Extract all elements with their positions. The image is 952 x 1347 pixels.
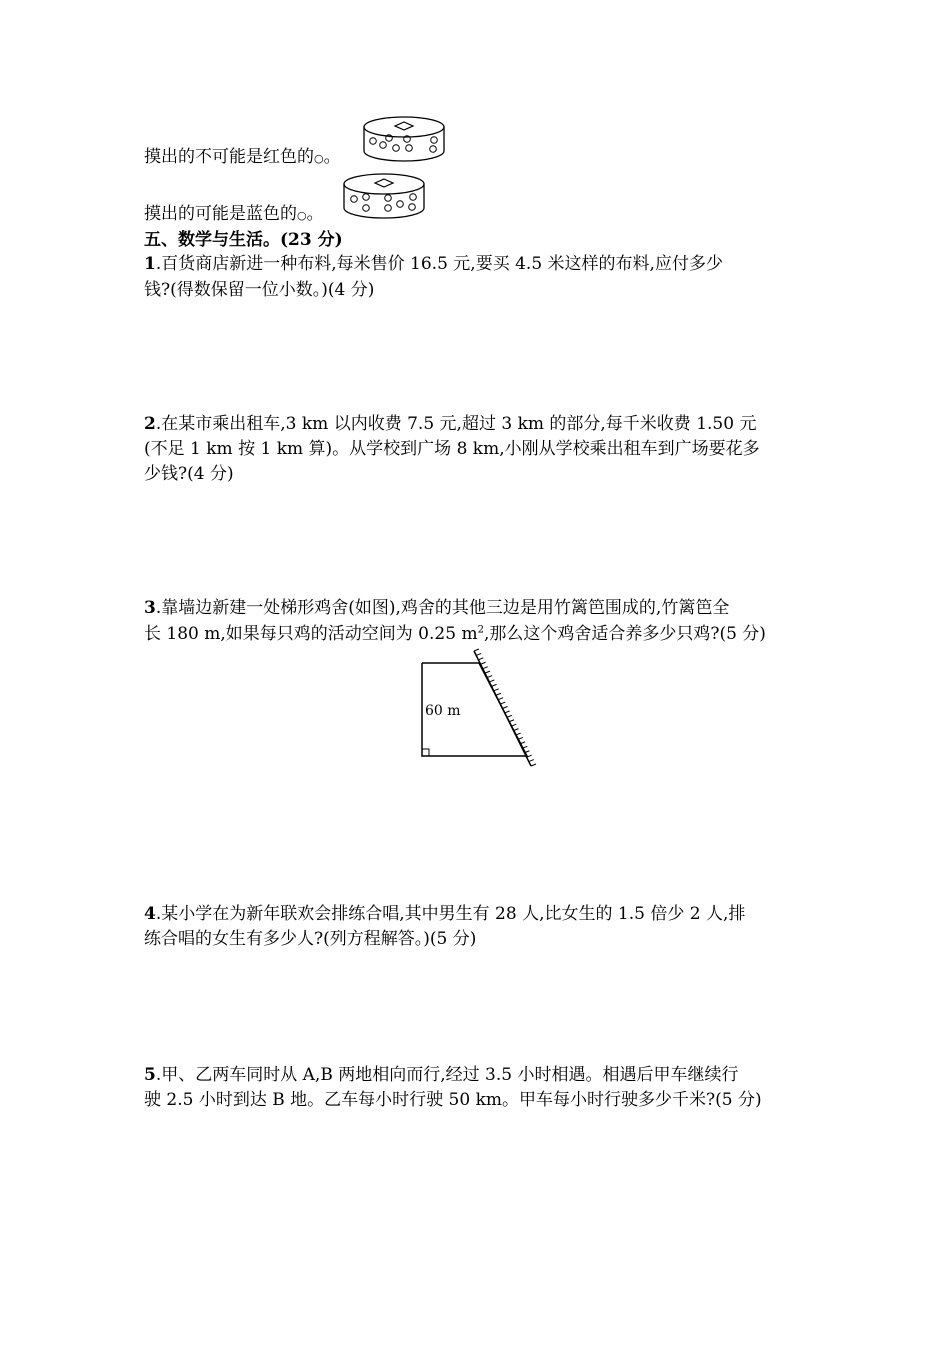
q3-superscript: 2: [477, 624, 484, 636]
wall-hatch-mark: [507, 715, 512, 717]
section-title: 五、数学与生活。(23 分): [144, 230, 343, 250]
ball-box-figure-2: [342, 172, 428, 224]
trapezoid-coop-figure: [412, 645, 537, 770]
q4-number: 4: [144, 904, 156, 924]
wall-hatch-mark: [509, 720, 514, 722]
q5-line-1: [144, 1063, 738, 1087]
q5-number: 5: [144, 1065, 156, 1085]
probability-blue-line: [144, 202, 324, 228]
probability-red-line: [144, 145, 341, 171]
q4-line-1: [144, 902, 745, 926]
q3-number: 3: [144, 598, 156, 618]
wall-hatch-mark: [505, 711, 510, 713]
wall-hatch-mark: [500, 702, 505, 704]
wall-hatch-mark: [489, 680, 494, 682]
wall-hatch-mark: [476, 653, 481, 655]
q4-text-1: .某小学在为新年联欢会排练合唱,其中男生有 28 人,比女生的 1.5 倍少 2 人,排: [155, 904, 746, 924]
probability-red-text: 摸出的不可能是红色的: [144, 147, 314, 167]
wall-hatch-mark: [498, 698, 503, 700]
q1-line-2: 钱?(得数保留一位小数。)(4 分): [144, 280, 375, 300]
wall-hatch-mark: [481, 662, 486, 664]
figure-60m-label: 60 m: [425, 703, 461, 719]
q5-line-2: 驶 2.5 小时到达 B 地。乙车每小时行驶 50 km。甲车每小时行驶多少千米?(5 分): [144, 1090, 762, 1110]
q1-text-1: .百货商店新进一种布料,每米售价 16.5 元,要买 4.5 米这样的布料,应付多少: [155, 254, 723, 274]
wall-hatch-mark: [494, 689, 499, 691]
wall-hatch-mark: [503, 707, 508, 709]
q1-number: 1: [144, 254, 156, 274]
ball-symbol: ○: [314, 152, 324, 165]
q3-text-2b: ,那么这个鸡舍适合养多少只鸡?(5 分): [483, 624, 766, 644]
wall-hatch-mark: [496, 693, 501, 695]
q4-line-2: 练合唱的女生有多少人?(列方程解答。)(5 分): [144, 929, 477, 949]
wall-hatch-mark: [478, 658, 483, 660]
q2-text-1: .在某市乘出租车,3 km 以内收费 7.5 元,超过 3 km 的部分,每千米收费 1.50 元: [155, 414, 757, 434]
q3-text-2a: 长 180 m,如果每只鸡的活动空间为 0.25 m: [144, 624, 478, 644]
wall-hatch-mark: [492, 684, 497, 686]
q5-text-1: .甲、乙两车同时从 A,B 两地相向而行,经过 3.5 小时相遇。相遇后甲车继续行: [155, 1065, 739, 1085]
wall-hatch-mark: [529, 760, 534, 762]
period: 。: [306, 204, 324, 224]
wall-hatch-mark: [485, 671, 490, 673]
q3-line-2: [144, 622, 766, 646]
q1-line-1: [144, 252, 723, 276]
wall-hatch-mark: [487, 676, 492, 678]
wall-hatch-mark: [531, 764, 536, 766]
q3-line-1: [144, 596, 729, 620]
q2-line-1: [144, 412, 756, 436]
q2-number: 2: [144, 414, 156, 434]
probability-blue-text: 摸出的可能是蓝色的: [144, 204, 297, 224]
wall-hatch-mark: [511, 724, 516, 726]
ball-box-figure-1: [362, 115, 448, 167]
ball-symbol: ○: [297, 209, 307, 222]
q3-text-1: .靠墙边新建一处梯形鸡舍(如图),鸡舍的其他三边是用竹篱笆围成的,竹篱笆全: [155, 598, 730, 618]
q2-line-3: 少钱?(4 分): [144, 464, 234, 484]
wall-hatch-mark: [474, 649, 479, 651]
q2-line-2: (不足 1 km 按 1 km 算)。从学校到广场 8 km,小刚从学校乘出租车到广场要花多: [144, 439, 760, 459]
period: 。: [323, 147, 341, 167]
wall-hatch-mark: [483, 667, 488, 669]
